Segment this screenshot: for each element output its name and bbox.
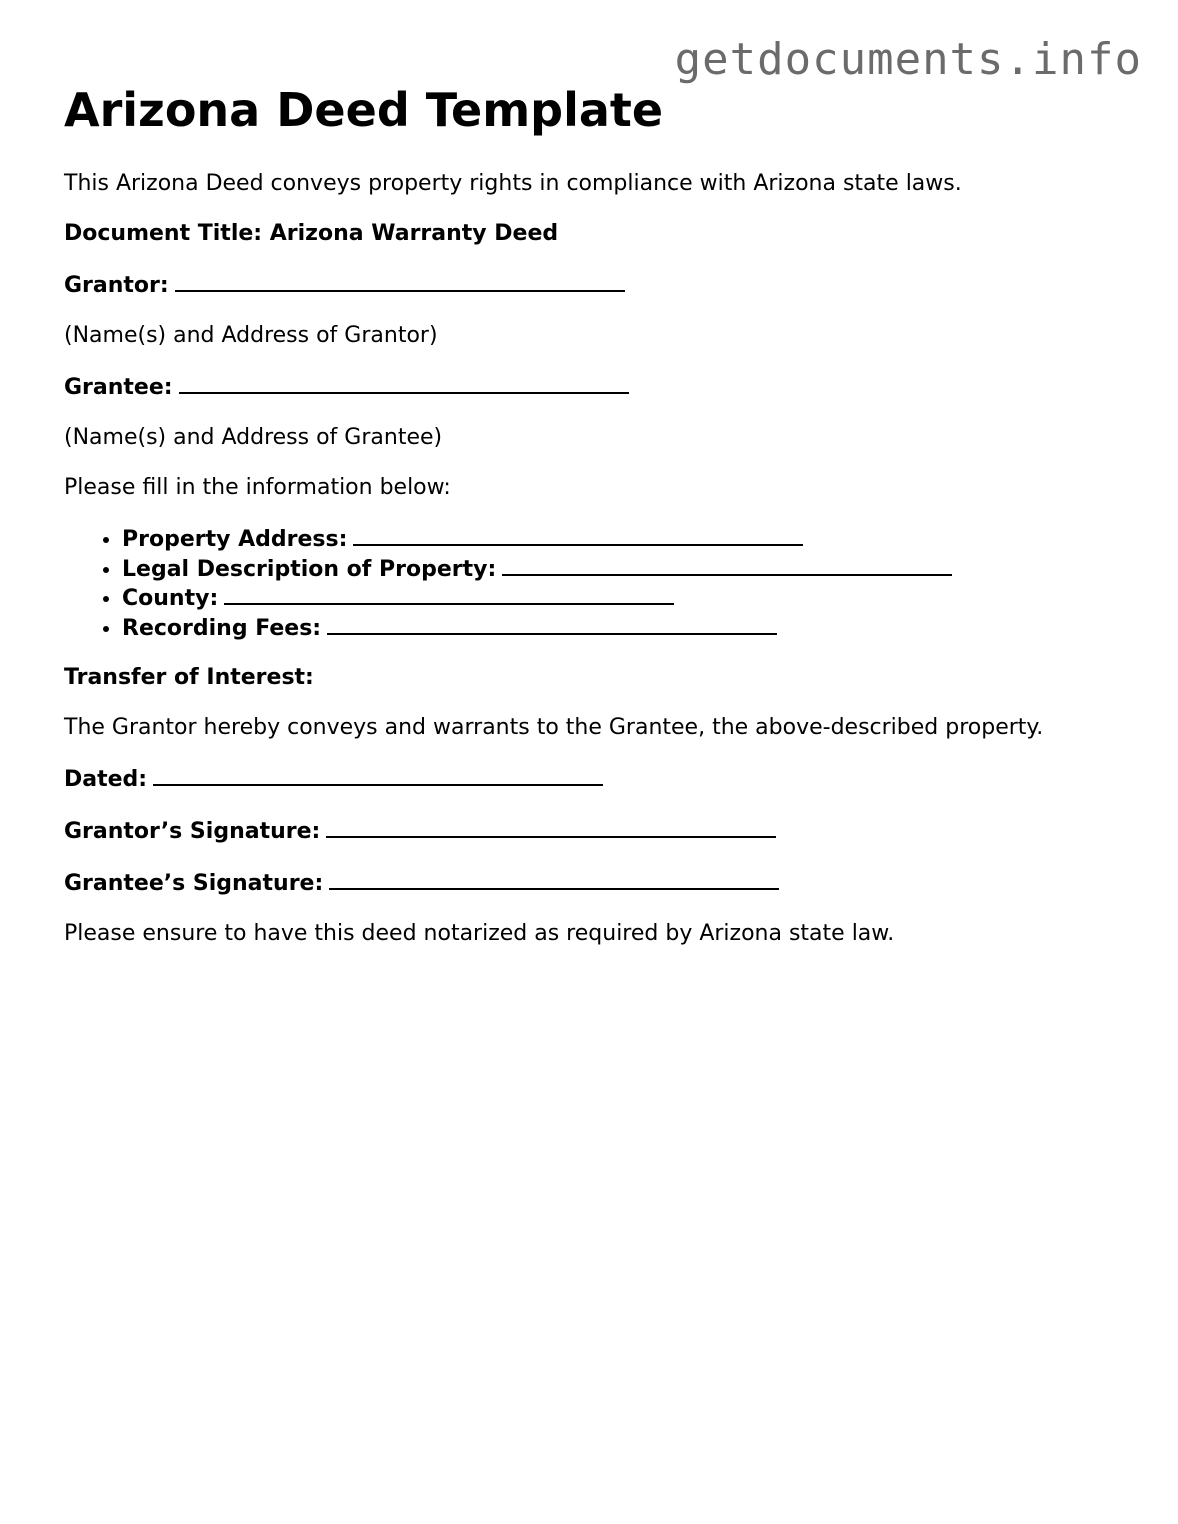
grantor-signature-label: Grantor’s Signature:: [64, 819, 321, 844]
transfer-text: The Grantor hereby conveys and warrants to the Grantee, the above-described property.: [64, 715, 1044, 740]
recording-fees-label: Recording Fees:: [122, 615, 322, 641]
watermark: getdocuments.info: [674, 34, 1142, 85]
list-item: [122, 524, 1124, 554]
grantee-signature-row: [64, 868, 1124, 898]
list-item: [122, 613, 1124, 643]
closing-text: Please ensure to have this deed notarized as required by Arizona state law.: [64, 921, 895, 946]
grantee-signature-label: Grantee’s Signature:: [64, 871, 324, 896]
intro-text: This Arizona Deed conveys property rights in compliance with Arizona state laws.: [64, 171, 962, 196]
legal-description-label: Legal Description of Property:: [122, 556, 497, 582]
legal-description-blank-line[interactable]: [502, 554, 952, 576]
grantor-row: [64, 270, 1124, 300]
grantor-signature-blank-line[interactable]: [326, 816, 776, 838]
grantee-blank-line[interactable]: [179, 372, 629, 394]
page-title: Arizona Deed Template: [64, 83, 664, 137]
grantor-signature-row: [64, 816, 1124, 846]
dated-blank-line[interactable]: [153, 764, 603, 786]
dated-row: [64, 764, 1124, 794]
grantee-signature-blank-line[interactable]: [329, 868, 779, 890]
grantor-note: (Name(s) and Address of Grantor): [64, 323, 438, 348]
document-title: Document Title: Arizona Warranty Deed: [64, 221, 559, 246]
transfer-heading: Transfer of Interest:: [64, 665, 314, 690]
list-item: [122, 583, 1124, 613]
county-label: County:: [122, 586, 219, 611]
county-blank-line[interactable]: [224, 583, 674, 605]
fill-prompt: Please fill in the information below:: [64, 475, 451, 500]
list-item: [122, 554, 1124, 584]
property-address-label: Property Address:: [122, 527, 348, 552]
grantee-note: (Name(s) and Address of Grantee): [64, 425, 443, 450]
recording-fees-blank-line[interactable]: [327, 613, 777, 635]
property-fields-list: [64, 524, 1124, 642]
grantee-label: Grantee:: [64, 375, 173, 400]
grantee-row: [64, 372, 1124, 402]
document-body: [64, 80, 1124, 948]
property-address-blank-line[interactable]: [353, 524, 803, 546]
grantor-blank-line[interactable]: [175, 270, 625, 292]
dated-label: Dated:: [64, 767, 148, 792]
grantor-label: Grantor:: [64, 273, 169, 298]
